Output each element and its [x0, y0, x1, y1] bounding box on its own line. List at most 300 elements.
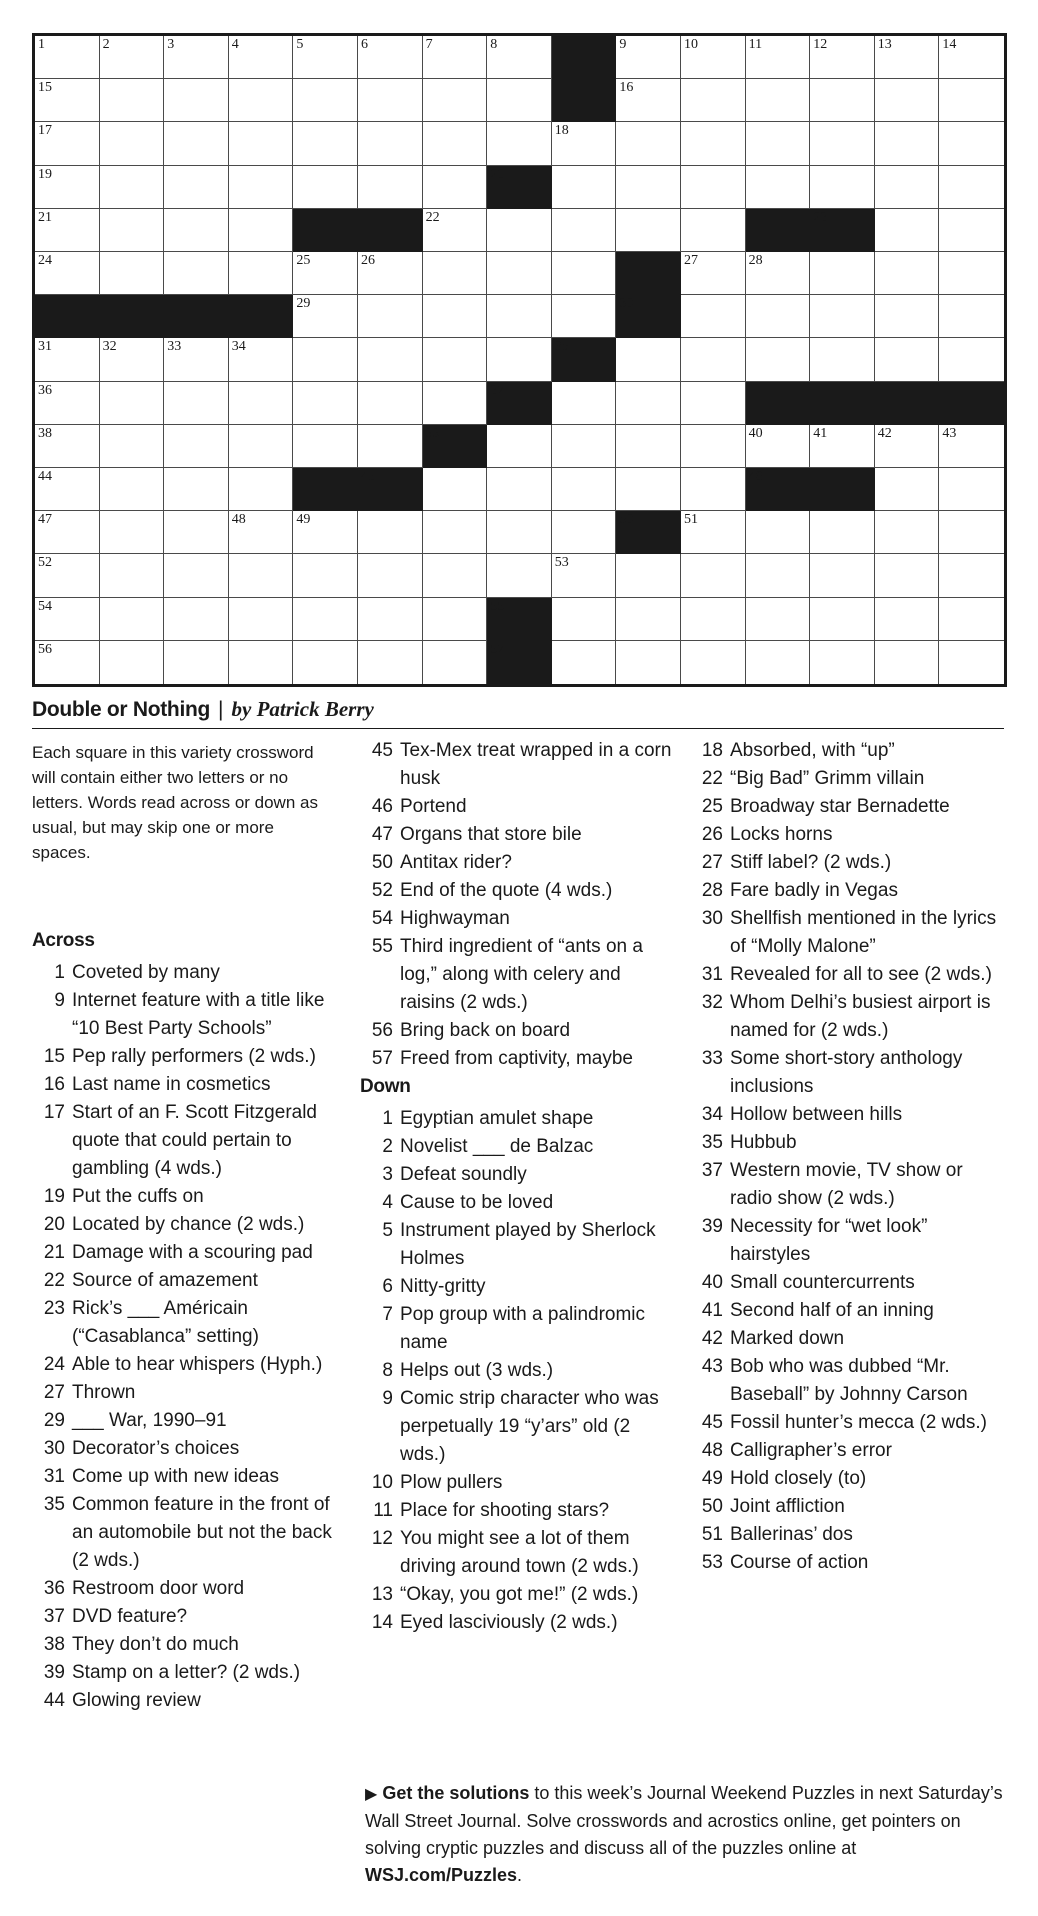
black-square	[293, 209, 358, 252]
grid-square[interactable]	[358, 425, 423, 468]
clue-text: Hold closely (to)	[730, 1468, 867, 1489]
grid-square[interactable]	[229, 468, 294, 511]
grid-square[interactable]	[616, 122, 681, 165]
grid-square[interactable]	[487, 554, 552, 597]
square-number: 9	[619, 37, 627, 52]
grid-square[interactable]	[229, 252, 294, 295]
puzzle-title	[32, 697, 374, 722]
clue	[32, 1687, 337, 1715]
clue-number: 56	[371, 1020, 393, 1041]
grid-square[interactable]	[487, 511, 552, 554]
clue-text: Able to hear whispers (Hyph.)	[72, 1354, 323, 1375]
grid-square[interactable]	[746, 425, 811, 468]
grid-square[interactable]	[616, 36, 681, 79]
grid-square[interactable]	[423, 122, 488, 165]
grid-square[interactable]	[423, 382, 488, 425]
clue	[360, 1385, 680, 1469]
grid-square[interactable]	[164, 641, 229, 684]
grid-square[interactable]	[293, 598, 358, 641]
grid-square[interactable]	[939, 209, 1004, 252]
clue-number: 19	[43, 1186, 65, 1207]
grid-square[interactable]	[293, 252, 358, 295]
grid-square[interactable]	[358, 79, 423, 122]
clue-number: 39	[43, 1662, 65, 1683]
grid-square[interactable]	[229, 122, 294, 165]
grid-square[interactable]	[100, 425, 165, 468]
clue-number: 55	[371, 936, 393, 957]
grid-square[interactable]	[358, 166, 423, 209]
grid-square[interactable]	[875, 252, 940, 295]
grid-square[interactable]	[746, 641, 811, 684]
clue-text: Pep rally performers (2 wds.)	[72, 1046, 316, 1067]
black-square	[746, 209, 811, 252]
grid-square[interactable]	[616, 79, 681, 122]
grid-square[interactable]	[746, 511, 811, 554]
grid-square[interactable]	[681, 425, 746, 468]
grid-square[interactable]	[358, 382, 423, 425]
grid-square[interactable]	[35, 166, 100, 209]
grid-square[interactable]	[875, 641, 940, 684]
grid-square[interactable]	[229, 166, 294, 209]
clue-number: 43	[701, 1356, 723, 1377]
clue-text: Locks horns	[730, 824, 833, 845]
grid-square[interactable]	[35, 36, 100, 79]
grid-square[interactable]	[681, 122, 746, 165]
clue	[32, 1575, 337, 1603]
clue-column-3	[690, 737, 1005, 1577]
clue	[690, 1269, 1005, 1297]
grid-square[interactable]	[164, 122, 229, 165]
clue-number: 35	[701, 1132, 723, 1153]
black-square	[293, 468, 358, 511]
clue-number: 12	[371, 1528, 393, 1549]
grid-square[interactable]	[35, 79, 100, 122]
grid-square[interactable]	[746, 252, 811, 295]
square-number: 23	[813, 209, 828, 225]
clue	[32, 1659, 337, 1687]
clue-text: Put the cuffs on	[72, 1186, 204, 1207]
grid-square[interactable]	[164, 598, 229, 641]
grid-square[interactable]	[681, 382, 746, 425]
square-number: 25	[296, 253, 311, 268]
grid-square[interactable]	[939, 79, 1004, 122]
black-square	[746, 382, 811, 425]
black-square	[423, 425, 488, 468]
grid-square[interactable]	[552, 166, 617, 209]
clue-number: 31	[43, 1466, 65, 1487]
grid-square[interactable]	[487, 468, 552, 511]
solutions-body: to this week’s Journal Weekend Puzzles in next Saturday’s Wall Street Journal. Solve crosswords and acrostics online, get pointers on solving cryptic puzzles and discuss all of the puzzles online at	[365, 1783, 1003, 1858]
grid-square[interactable]	[100, 598, 165, 641]
grid-square[interactable]	[552, 209, 617, 252]
grid-square[interactable]	[35, 511, 100, 554]
grid-square[interactable]	[616, 338, 681, 381]
clue-text: Shellfish mentioned in the lyrics of “Molly Malone”	[730, 908, 997, 957]
grid-square[interactable]	[35, 209, 100, 252]
title-separator: |	[218, 698, 224, 721]
grid-square[interactable]	[358, 36, 423, 79]
grid-square[interactable]	[939, 295, 1004, 338]
clue-text: Egyptian amulet shape	[400, 1108, 594, 1129]
grid-square[interactable]	[293, 338, 358, 381]
grid-square[interactable]	[35, 382, 100, 425]
clue	[360, 877, 680, 905]
grid-square[interactable]	[939, 641, 1004, 684]
grid-square[interactable]	[875, 425, 940, 468]
grid-square[interactable]	[358, 295, 423, 338]
clue	[360, 1581, 680, 1609]
clue	[360, 1017, 680, 1045]
clue-text: Bob who was dubbed “Mr. Baseball” by Johnny Carson	[730, 1356, 968, 1405]
square-number: 31	[38, 339, 52, 355]
puzzle-instructions: Each square in this variety crossword will contain either two letters or no letters. Words read across or down as usual, but may skip one or more spaces.	[32, 743, 318, 862]
grid-square[interactable]	[681, 209, 746, 252]
grid-square[interactable]	[164, 554, 229, 597]
grid-square[interactable]	[810, 511, 875, 554]
grid-square[interactable]	[810, 36, 875, 79]
grid-square[interactable]	[810, 166, 875, 209]
grid-square[interactable]	[487, 209, 552, 252]
clue-number: 21	[43, 1242, 65, 1263]
grid-square[interactable]	[423, 295, 488, 338]
clue-text: Antitax rider?	[400, 852, 512, 873]
grid-square[interactable]	[229, 425, 294, 468]
grid-square[interactable]	[164, 338, 229, 381]
clue-text: Helps out (3 wds.)	[400, 1360, 554, 1381]
grid-square[interactable]	[35, 554, 100, 597]
grid-square[interactable]	[293, 295, 358, 338]
clue	[690, 1129, 1005, 1157]
grid-square[interactable]	[810, 295, 875, 338]
grid-square[interactable]	[616, 641, 681, 684]
clue	[690, 1437, 1005, 1465]
grid-square[interactable]	[229, 79, 294, 122]
grid-square[interactable]	[35, 598, 100, 641]
grid-square[interactable]	[552, 511, 617, 554]
square-number: 57	[490, 641, 505, 657]
grid-square[interactable]	[35, 425, 100, 468]
grid-square[interactable]	[423, 511, 488, 554]
grid-square[interactable]	[423, 338, 488, 381]
grid-square[interactable]	[423, 641, 488, 684]
grid-square[interactable]	[164, 79, 229, 122]
clue-number: 20	[43, 1214, 65, 1235]
clue-text: Stiff label? (2 wds.)	[730, 852, 892, 873]
grid-square[interactable]	[681, 468, 746, 511]
square-number: 28	[748, 253, 763, 268]
grid-square[interactable]	[681, 295, 746, 338]
clue-number: 42	[701, 1328, 723, 1349]
grid-square[interactable]	[293, 36, 358, 79]
clue-number: 40	[701, 1272, 723, 1293]
grid-square[interactable]	[552, 468, 617, 511]
clue	[32, 1379, 337, 1407]
grid-square[interactable]	[939, 425, 1004, 468]
grid-square[interactable]	[229, 554, 294, 597]
grid-square[interactable]	[875, 468, 940, 511]
grid-square[interactable]	[229, 338, 294, 381]
clue-number: 15	[43, 1046, 65, 1067]
clue-text: Fare badly in Vegas	[730, 880, 898, 901]
clue	[360, 1273, 680, 1301]
grid-square[interactable]	[293, 641, 358, 684]
grid-square[interactable]	[358, 511, 423, 554]
grid-square[interactable]	[358, 598, 423, 641]
grid-square[interactable]	[746, 122, 811, 165]
black-square	[875, 382, 940, 425]
grid-square[interactable]	[746, 554, 811, 597]
grid-square[interactable]	[810, 79, 875, 122]
grid-square[interactable]	[616, 425, 681, 468]
grid-square[interactable]	[164, 382, 229, 425]
grid-square[interactable]	[875, 511, 940, 554]
puzzles-link[interactable]: WSJ.com/Puzzles	[365, 1865, 518, 1885]
grid-square[interactable]	[616, 554, 681, 597]
clue-number: 2	[382, 1136, 393, 1157]
grid-square[interactable]	[810, 598, 875, 641]
grid-square[interactable]	[939, 36, 1004, 79]
grid-square[interactable]	[358, 641, 423, 684]
clue	[360, 737, 680, 793]
grid-square[interactable]	[423, 166, 488, 209]
black-square	[810, 382, 875, 425]
clue-number: 26	[701, 824, 723, 845]
clue-number: 46	[371, 796, 393, 817]
grid-square[interactable]	[423, 79, 488, 122]
grid-square[interactable]	[164, 36, 229, 79]
grid-square[interactable]	[487, 122, 552, 165]
grid-square[interactable]	[552, 295, 617, 338]
grid-square[interactable]	[552, 641, 617, 684]
clue-text: Revealed for all to see (2 wds.)	[730, 964, 992, 985]
grid-square[interactable]	[293, 122, 358, 165]
grid-square[interactable]	[35, 122, 100, 165]
grid-square[interactable]	[229, 511, 294, 554]
grid-square[interactable]	[358, 252, 423, 295]
grid-square[interactable]	[293, 554, 358, 597]
grid-square[interactable]	[100, 36, 165, 79]
square-number: 54	[38, 598, 52, 614]
clue-number: 32	[701, 992, 723, 1013]
grid-square[interactable]	[875, 166, 940, 209]
grid-square[interactable]	[164, 425, 229, 468]
grid-square[interactable]	[939, 511, 1004, 554]
grid-square[interactable]	[487, 338, 552, 381]
clue	[32, 1407, 337, 1435]
square-number: 44	[38, 469, 52, 484]
grid-square[interactable]	[552, 425, 617, 468]
grid-square[interactable]	[939, 166, 1004, 209]
grid-square[interactable]	[423, 36, 488, 79]
grid-square[interactable]	[875, 79, 940, 122]
grid-square[interactable]	[552, 598, 617, 641]
grid-square[interactable]	[100, 338, 165, 381]
grid-square[interactable]	[100, 252, 165, 295]
grid-square[interactable]	[487, 252, 552, 295]
grid-square[interactable]	[100, 641, 165, 684]
grid-square[interactable]	[939, 598, 1004, 641]
grid-square[interactable]	[875, 338, 940, 381]
grid-square[interactable]	[681, 598, 746, 641]
grid-square[interactable]	[616, 598, 681, 641]
black-square	[358, 468, 423, 511]
grid-square[interactable]	[616, 468, 681, 511]
grid-square[interactable]	[358, 338, 423, 381]
grid-square[interactable]	[229, 209, 294, 252]
grid-square[interactable]	[875, 209, 940, 252]
grid-square[interactable]	[164, 468, 229, 511]
grid-square[interactable]	[229, 36, 294, 79]
grid-square[interactable]	[875, 295, 940, 338]
grid-square[interactable]	[552, 252, 617, 295]
clue-text: Small countercurrents	[730, 1272, 915, 1293]
grid-square[interactable]	[100, 209, 165, 252]
grid-square[interactable]	[293, 425, 358, 468]
clue-number: 34	[701, 1104, 723, 1125]
grid-square[interactable]	[100, 468, 165, 511]
grid-square[interactable]	[358, 122, 423, 165]
clue-number: 51	[701, 1524, 723, 1545]
clue	[32, 959, 337, 987]
grid-square[interactable]	[939, 122, 1004, 165]
square-number: 52	[38, 555, 52, 571]
grid-square[interactable]	[681, 641, 746, 684]
grid-square[interactable]	[35, 252, 100, 295]
grid-square[interactable]	[616, 209, 681, 252]
square-number: 55	[490, 598, 505, 614]
grid-square[interactable]	[229, 598, 294, 641]
grid-square[interactable]	[35, 338, 100, 381]
clue	[690, 1325, 1005, 1353]
grid-square[interactable]	[487, 295, 552, 338]
grid-square[interactable]	[487, 79, 552, 122]
grid-square[interactable]	[293, 382, 358, 425]
grid-square[interactable]	[681, 36, 746, 79]
grid-square[interactable]	[100, 79, 165, 122]
grid-square[interactable]	[810, 122, 875, 165]
grid-square[interactable]	[164, 166, 229, 209]
grid-square[interactable]	[616, 382, 681, 425]
clue	[360, 793, 680, 821]
black-square	[616, 295, 681, 338]
grid-square[interactable]	[746, 166, 811, 209]
clue-text: Source of amazement	[72, 1270, 258, 1291]
grid-square[interactable]	[746, 338, 811, 381]
grid-square[interactable]	[358, 554, 423, 597]
clue	[360, 1105, 680, 1133]
grid-square[interactable]	[229, 641, 294, 684]
grid-square[interactable]	[552, 122, 617, 165]
grid-square[interactable]	[293, 511, 358, 554]
grid-square[interactable]	[681, 554, 746, 597]
clue-text: Come up with new ideas	[72, 1466, 279, 1487]
square-number: 56	[38, 641, 52, 657]
grid-square[interactable]	[939, 338, 1004, 381]
clue-text: Instrument played by Sherlock Holmes	[400, 1220, 656, 1269]
clue-text: They don’t do much	[72, 1634, 239, 1655]
clue	[360, 849, 680, 877]
black-square	[487, 598, 552, 641]
square-number: 37	[490, 382, 505, 398]
grid-square[interactable]	[100, 382, 165, 425]
grid-square[interactable]	[939, 554, 1004, 597]
grid-square[interactable]	[164, 511, 229, 554]
grid-square[interactable]	[423, 468, 488, 511]
clue-text: Joint affliction	[730, 1496, 845, 1517]
black-square	[35, 295, 100, 338]
clue-text: Course of action	[730, 1552, 869, 1573]
grid-square[interactable]	[552, 554, 617, 597]
grid-square[interactable]	[423, 209, 488, 252]
square-number: 6	[361, 37, 368, 52]
grid-square[interactable]	[810, 641, 875, 684]
clue-text: Last name in cosmetics	[72, 1074, 271, 1095]
square-number: 15	[38, 80, 52, 96]
grid-square[interactable]	[681, 511, 746, 554]
clue	[690, 989, 1005, 1045]
square-number: 2	[102, 37, 110, 52]
grid-square[interactable]	[746, 79, 811, 122]
grid-square[interactable]	[423, 554, 488, 597]
grid-square[interactable]	[810, 252, 875, 295]
grid-square[interactable]	[681, 166, 746, 209]
grid-square[interactable]	[681, 252, 746, 295]
grid-square[interactable]	[746, 295, 811, 338]
grid-square[interactable]	[875, 554, 940, 597]
grid-square[interactable]	[100, 166, 165, 209]
grid-square[interactable]	[487, 36, 552, 79]
grid-square[interactable]	[810, 338, 875, 381]
grid-square[interactable]	[746, 598, 811, 641]
grid-square[interactable]	[100, 554, 165, 597]
grid-square[interactable]	[875, 36, 940, 79]
grid-square[interactable]	[423, 252, 488, 295]
clue	[32, 1351, 337, 1379]
grid-square[interactable]	[681, 338, 746, 381]
grid-square[interactable]	[164, 252, 229, 295]
grid-square[interactable]	[35, 468, 100, 511]
grid-square[interactable]	[939, 468, 1004, 511]
clue	[690, 1521, 1005, 1549]
black-square	[358, 209, 423, 252]
grid-square[interactable]	[100, 122, 165, 165]
square-number: 30	[619, 296, 634, 312]
grid-square[interactable]	[810, 425, 875, 468]
clue	[360, 1497, 680, 1525]
grid-square[interactable]	[100, 511, 165, 554]
grid-square[interactable]	[35, 641, 100, 684]
grid-square[interactable]	[939, 252, 1004, 295]
grid-square[interactable]	[164, 209, 229, 252]
clue	[32, 1631, 337, 1659]
grid-square[interactable]	[293, 79, 358, 122]
grid-square[interactable]	[487, 425, 552, 468]
grid-square[interactable]	[552, 382, 617, 425]
grid-square[interactable]	[746, 36, 811, 79]
grid-square[interactable]	[229, 382, 294, 425]
grid-square[interactable]	[423, 598, 488, 641]
grid-square[interactable]	[875, 598, 940, 641]
clue-number: 9	[382, 1388, 393, 1409]
clue-number: 54	[371, 908, 393, 929]
clue-column-1	[32, 927, 337, 1715]
square-number: 53	[554, 555, 569, 571]
grid-square[interactable]	[810, 554, 875, 597]
grid-square[interactable]	[681, 79, 746, 122]
grid-square[interactable]	[875, 122, 940, 165]
grid-square[interactable]	[293, 166, 358, 209]
grid-square[interactable]	[616, 166, 681, 209]
